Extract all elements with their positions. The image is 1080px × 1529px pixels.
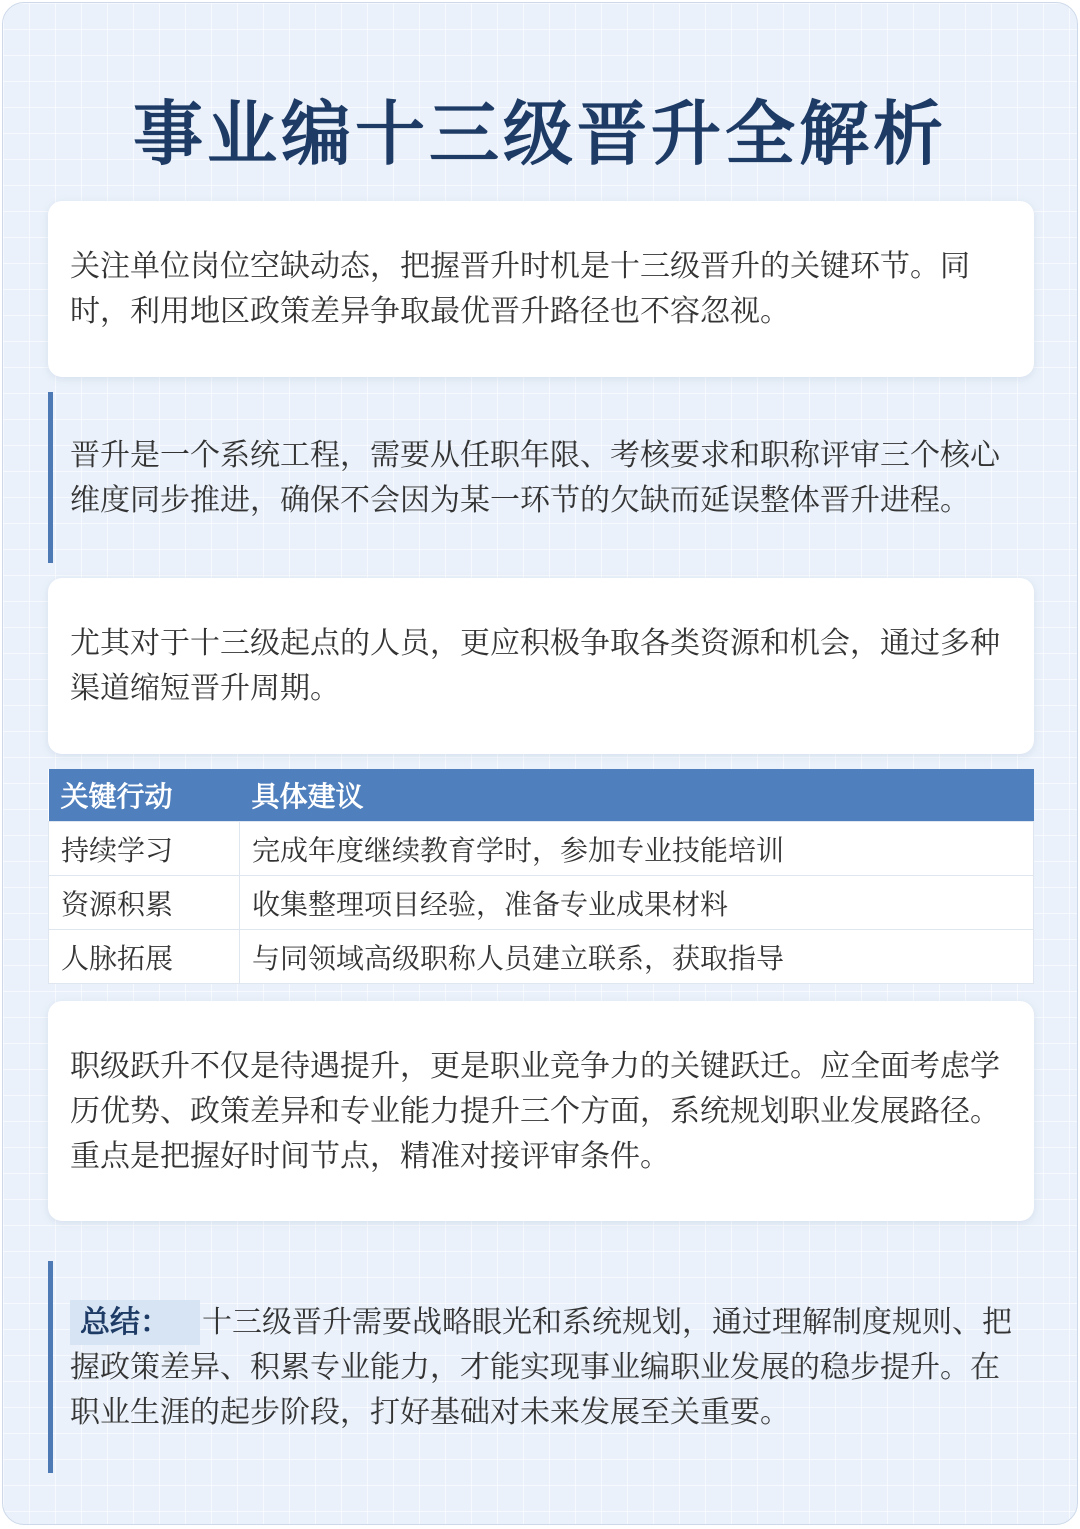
table-cell-action: 资源积累 [49, 876, 240, 930]
table-header-action: 关键行动 [49, 769, 240, 822]
table-row [49, 822, 1034, 876]
quote-block-system [48, 392, 1034, 563]
paragraph-resources: 尤其对于十三级起点的人员，更应积极争取各类资源和机会，通过多种渠道缩短晋升周期。 [70, 626, 1000, 706]
table-header-row [49, 769, 1034, 822]
page-title: 事业编十三级晋升全解析 [133, 93, 947, 175]
paragraph-system: 晋升是一个系统工程，需要从任职年限、考核要求和职称评审三个核心维度同步推进，确保不会因为某一环节的欠缺而延误整体晋升进程。 [70, 437, 1000, 518]
info-card-timing [48, 201, 1034, 377]
table-cell-action: 人脉拓展 [49, 930, 240, 984]
info-card-career [48, 1001, 1034, 1221]
summary-text: 十三级晋升需要战略眼光和系统规划，通过理解制度规则、把握政策差异、积累专业能力，才能实现事业编职业发展的稳步提升。在职业生涯的起步阶段，打好基础对未来发展至关重要。 [70, 1304, 1012, 1430]
info-card-resources [48, 578, 1034, 754]
table-cell-suggestion: 完成年度继续教育学时，参加专业技能培训 [240, 822, 1034, 876]
paragraph-career: 职级跃升不仅是待遇提升，更是职业竞争力的关键跃迁。应全面考虑学历优势、政策差异和专业能力提升三个方面，系统规划职业发展路径。重点是把握好时间节点，精准对接评审条件。 [70, 1048, 1000, 1174]
table-cell-action: 持续学习 [49, 822, 240, 876]
summary-block [48, 1261, 1034, 1473]
summary-paragraph [70, 1300, 1012, 1435]
table-row [49, 876, 1034, 930]
page [2, 2, 1078, 1525]
action-table [48, 769, 1034, 984]
table-header-suggestion: 具体建议 [240, 769, 1034, 822]
table-row [49, 930, 1034, 984]
table-cell-suggestion: 与同领域高级职称人员建立联系，获取指导 [240, 930, 1034, 984]
summary-label: 总结： [70, 1300, 200, 1345]
table-cell-suggestion: 收集整理项目经验，准备专业成果材料 [240, 876, 1034, 930]
paragraph-timing: 关注单位岗位空缺动态，把握晋升时机是十三级晋升的关键环节。同时，利用地区政策差异争取最优晋升路径也不容忽视。 [70, 249, 970, 329]
